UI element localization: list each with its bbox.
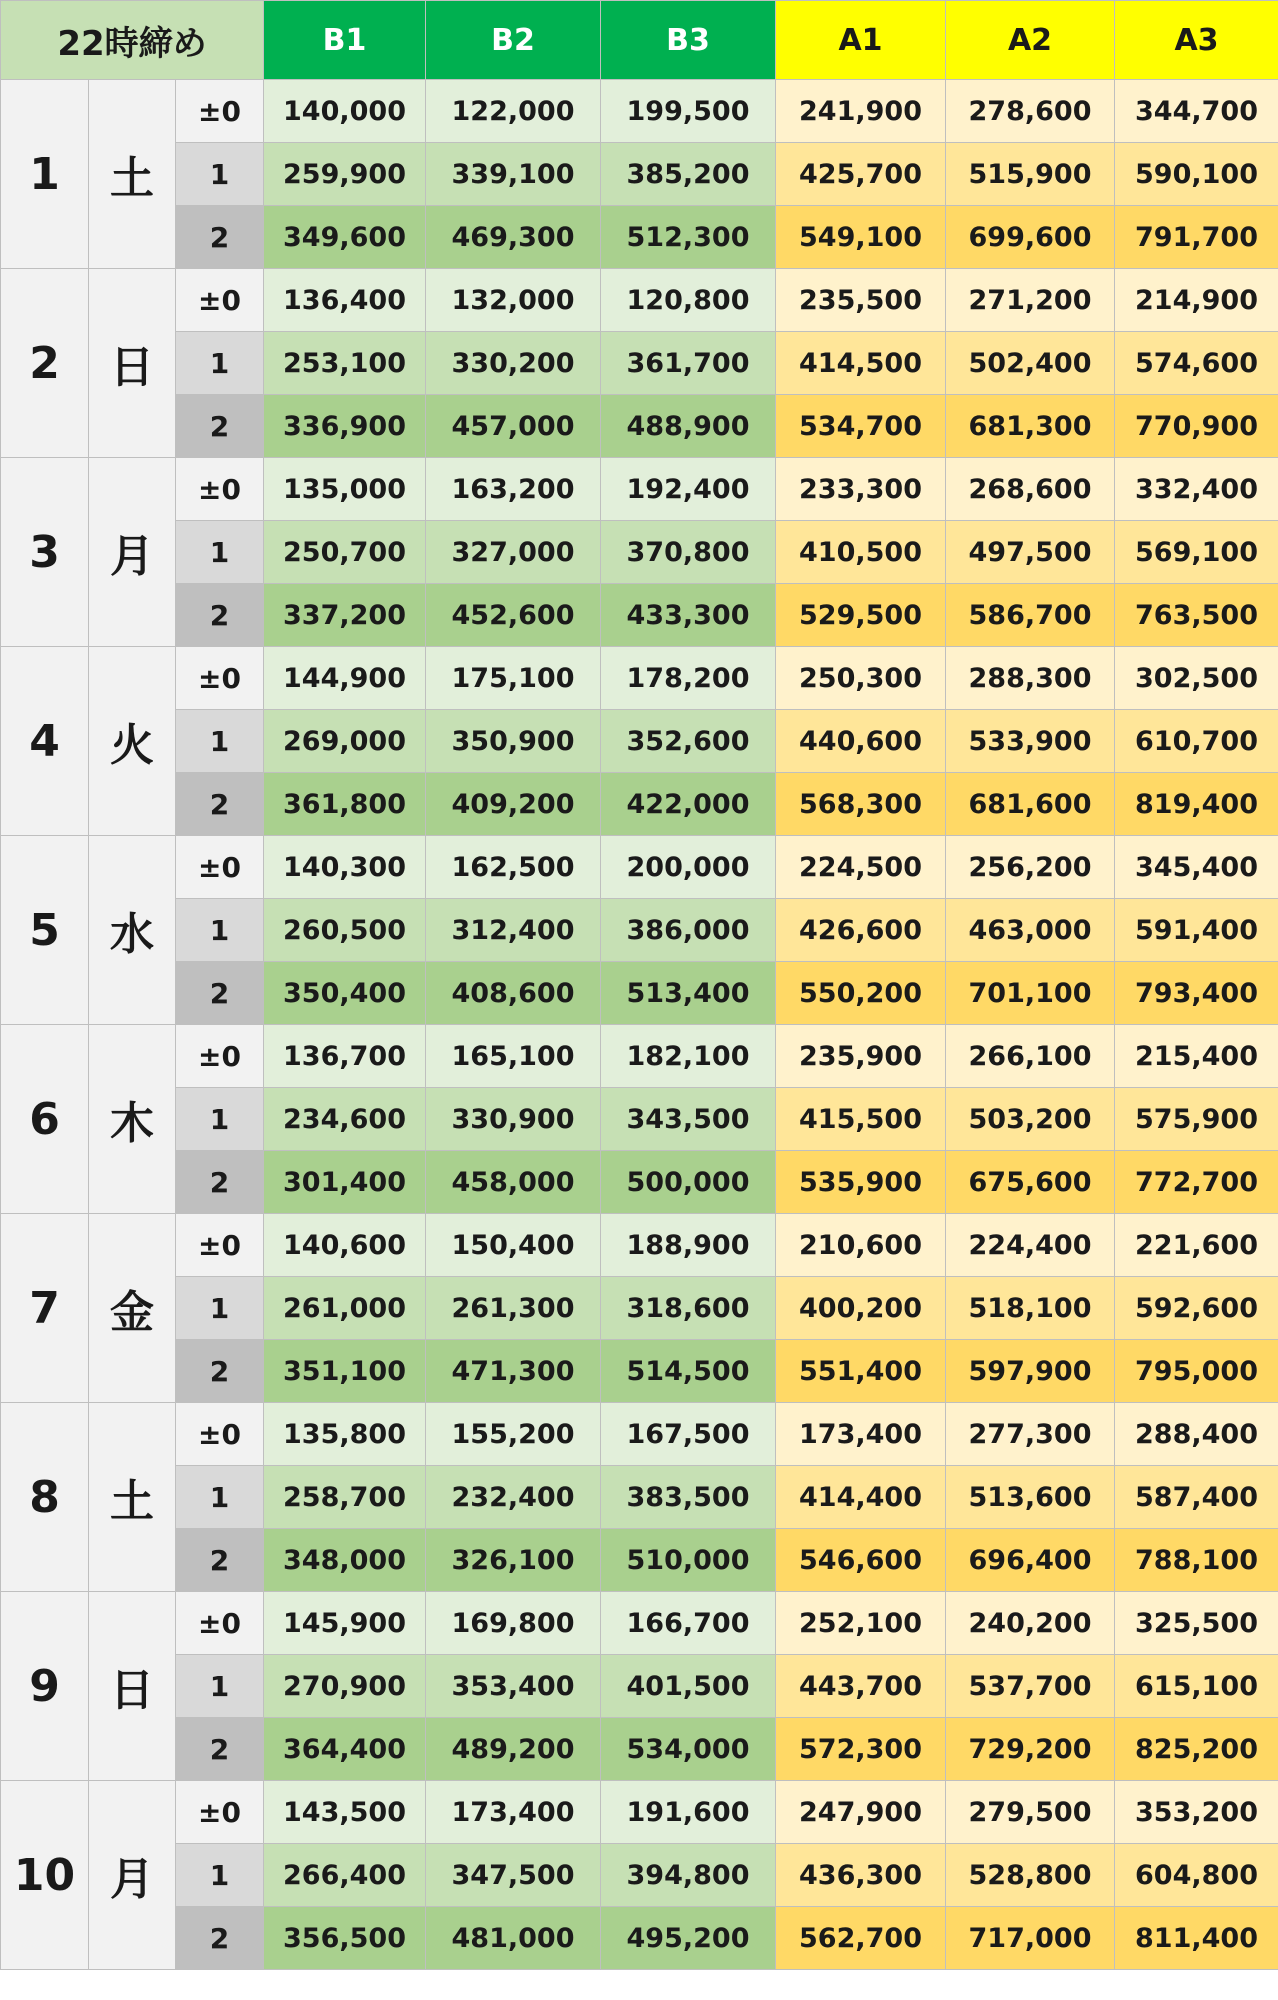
price-cell-a3: 574,600 <box>1115 332 1278 395</box>
table-row <box>1 1403 1278 1466</box>
table-row <box>1 269 1278 332</box>
price-cell-a3: 811,400 <box>1115 1907 1278 1970</box>
weekday: 金 <box>89 1214 176 1403</box>
table-row <box>1 458 1278 521</box>
price-cell-b1: 234,600 <box>264 1088 426 1151</box>
price-cell-b2: 163,200 <box>426 458 601 521</box>
price-cell-a1: 436,300 <box>776 1844 946 1907</box>
price-cell-b3: 513,400 <box>601 962 776 1025</box>
column-header-b3: B3 <box>601 1 776 80</box>
column-header-b2: B2 <box>426 1 601 80</box>
price-cell-b2: 175,100 <box>426 647 601 710</box>
price-cell-a2: 515,900 <box>946 143 1115 206</box>
price-cell-b2: 458,000 <box>426 1151 601 1214</box>
table-row <box>1 1655 1278 1718</box>
price-cell-a3: 332,400 <box>1115 458 1278 521</box>
price-cell-b3: 318,600 <box>601 1277 776 1340</box>
price-cell-b1: 136,700 <box>264 1025 426 1088</box>
price-cell-b3: 500,000 <box>601 1151 776 1214</box>
level-label: 2 <box>176 1529 264 1592</box>
price-cell-b1: 364,400 <box>264 1718 426 1781</box>
price-cell-a3: 788,100 <box>1115 1529 1278 1592</box>
price-cell-b1: 259,900 <box>264 143 426 206</box>
price-cell-a1: 551,400 <box>776 1340 946 1403</box>
price-cell-b1: 140,000 <box>264 80 426 143</box>
price-cell-a3: 575,900 <box>1115 1088 1278 1151</box>
level-label: 2 <box>176 1151 264 1214</box>
table-row <box>1 1088 1278 1151</box>
table-row <box>1 1214 1278 1277</box>
price-cell-b2: 165,100 <box>426 1025 601 1088</box>
level-label: ±0 <box>176 1025 264 1088</box>
level-label: 1 <box>176 1844 264 1907</box>
level-label: 2 <box>176 962 264 1025</box>
price-cell-b2: 122,000 <box>426 80 601 143</box>
table-row <box>1 206 1278 269</box>
table-row <box>1 143 1278 206</box>
price-cell-a3: 592,600 <box>1115 1277 1278 1340</box>
price-cell-a2: 497,500 <box>946 521 1115 584</box>
table-row <box>1 395 1278 458</box>
price-cell-a2: 240,200 <box>946 1592 1115 1655</box>
price-cell-b3: 401,500 <box>601 1655 776 1718</box>
price-cell-a2: 463,000 <box>946 899 1115 962</box>
price-cell-b2: 409,200 <box>426 773 601 836</box>
price-cell-a2: 271,200 <box>946 269 1115 332</box>
price-cell-a2: 701,100 <box>946 962 1115 1025</box>
level-label: 1 <box>176 1466 264 1529</box>
table-row <box>1 647 1278 710</box>
table-row <box>1 80 1278 143</box>
price-cell-a3: 569,100 <box>1115 521 1278 584</box>
price-cell-b1: 356,500 <box>264 1907 426 1970</box>
table-row <box>1 1907 1278 1970</box>
price-cell-b1: 143,500 <box>264 1781 426 1844</box>
price-cell-b1: 140,300 <box>264 836 426 899</box>
price-cell-b1: 301,400 <box>264 1151 426 1214</box>
table-row <box>1 332 1278 395</box>
price-cell-b2: 155,200 <box>426 1403 601 1466</box>
level-label: ±0 <box>176 80 264 143</box>
price-cell-b3: 422,000 <box>601 773 776 836</box>
price-cell-a2: 696,400 <box>946 1529 1115 1592</box>
price-cell-b1: 250,700 <box>264 521 426 584</box>
price-cell-b3: 200,000 <box>601 836 776 899</box>
level-label: 1 <box>176 1088 264 1151</box>
price-cell-a2: 502,400 <box>946 332 1115 395</box>
price-cell-a3: 610,700 <box>1115 710 1278 773</box>
price-cell-b1: 361,800 <box>264 773 426 836</box>
price-cell-b2: 330,200 <box>426 332 601 395</box>
price-cell-a2: 268,600 <box>946 458 1115 521</box>
table-row <box>1 1340 1278 1403</box>
price-cell-a2: 278,600 <box>946 80 1115 143</box>
table-row <box>1 1592 1278 1655</box>
price-cell-b3: 386,000 <box>601 899 776 962</box>
table-row <box>1 1781 1278 1844</box>
price-cell-b2: 350,900 <box>426 710 601 773</box>
level-label: ±0 <box>176 1592 264 1655</box>
day-number: 1 <box>1 80 89 269</box>
level-label: ±0 <box>176 1403 264 1466</box>
price-cell-b1: 348,000 <box>264 1529 426 1592</box>
price-cell-b1: 145,900 <box>264 1592 426 1655</box>
price-cell-b2: 452,600 <box>426 584 601 647</box>
price-cell-b2: 173,400 <box>426 1781 601 1844</box>
price-cell-b3: 178,200 <box>601 647 776 710</box>
level-label: 1 <box>176 1277 264 1340</box>
price-cell-a1: 414,500 <box>776 332 946 395</box>
table-row <box>1 773 1278 836</box>
table-row <box>1 1025 1278 1088</box>
table-row <box>1 584 1278 647</box>
price-cell-b2: 347,500 <box>426 1844 601 1907</box>
price-cell-b2: 330,900 <box>426 1088 601 1151</box>
price-cell-a1: 425,700 <box>776 143 946 206</box>
price-cell-a3: 288,400 <box>1115 1403 1278 1466</box>
price-cell-b2: 150,400 <box>426 1214 601 1277</box>
price-cell-a3: 819,400 <box>1115 773 1278 836</box>
price-cell-b1: 270,900 <box>264 1655 426 1718</box>
price-cell-b3: 191,600 <box>601 1781 776 1844</box>
price-cell-a1: 210,600 <box>776 1214 946 1277</box>
price-cell-b2: 353,400 <box>426 1655 601 1718</box>
price-cell-b2: 162,500 <box>426 836 601 899</box>
price-cell-b2: 457,000 <box>426 395 601 458</box>
level-label: ±0 <box>176 836 264 899</box>
price-cell-a2: 681,300 <box>946 395 1115 458</box>
weekday: 月 <box>89 458 176 647</box>
price-cell-b3: 534,000 <box>601 1718 776 1781</box>
price-cell-b1: 253,100 <box>264 332 426 395</box>
price-cell-b1: 260,500 <box>264 899 426 962</box>
level-label: 1 <box>176 521 264 584</box>
price-cell-a1: 568,300 <box>776 773 946 836</box>
price-cell-a2: 681,600 <box>946 773 1115 836</box>
price-cell-a3: 772,700 <box>1115 1151 1278 1214</box>
price-cell-b3: 166,700 <box>601 1592 776 1655</box>
price-cell-a1: 535,900 <box>776 1151 946 1214</box>
day-number: 7 <box>1 1214 89 1403</box>
price-cell-b3: 433,300 <box>601 584 776 647</box>
price-cell-a1: 550,200 <box>776 962 946 1025</box>
day-number: 3 <box>1 458 89 647</box>
price-cell-b1: 349,600 <box>264 206 426 269</box>
price-cell-a3: 793,400 <box>1115 962 1278 1025</box>
price-cell-b3: 514,500 <box>601 1340 776 1403</box>
price-cell-b1: 351,100 <box>264 1340 426 1403</box>
price-cell-a1: 529,500 <box>776 584 946 647</box>
level-label: 2 <box>176 1718 264 1781</box>
price-cell-b3: 510,000 <box>601 1529 776 1592</box>
price-cell-a1: 235,500 <box>776 269 946 332</box>
weekday: 日 <box>89 269 176 458</box>
price-cell-a1: 546,600 <box>776 1529 946 1592</box>
price-cell-b3: 352,600 <box>601 710 776 773</box>
price-cell-a3: 770,900 <box>1115 395 1278 458</box>
price-cell-b1: 350,400 <box>264 962 426 1025</box>
price-cell-a2: 586,700 <box>946 584 1115 647</box>
price-cell-a2: 224,400 <box>946 1214 1115 1277</box>
price-cell-b2: 261,300 <box>426 1277 601 1340</box>
price-cell-a3: 353,200 <box>1115 1781 1278 1844</box>
table-row <box>1 899 1278 962</box>
price-cell-b1: 261,000 <box>264 1277 426 1340</box>
table-row <box>1 1151 1278 1214</box>
weekday: 日 <box>89 1592 176 1781</box>
weekday: 水 <box>89 836 176 1025</box>
price-cell-a1: 414,400 <box>776 1466 946 1529</box>
price-cell-b1: 269,000 <box>264 710 426 773</box>
price-cell-b3: 370,800 <box>601 521 776 584</box>
price-cell-a3: 214,900 <box>1115 269 1278 332</box>
price-cell-a2: 528,800 <box>946 1844 1115 1907</box>
day-number: 5 <box>1 836 89 1025</box>
price-cell-b3: 488,900 <box>601 395 776 458</box>
price-cell-b3: 512,300 <box>601 206 776 269</box>
price-cell-a3: 615,100 <box>1115 1655 1278 1718</box>
price-cell-b2: 312,400 <box>426 899 601 962</box>
day-number: 10 <box>1 1781 89 1970</box>
table-body <box>1 1 1278 1970</box>
level-label: 2 <box>176 395 264 458</box>
price-cell-b1: 135,800 <box>264 1403 426 1466</box>
price-cell-a2: 277,300 <box>946 1403 1115 1466</box>
price-cell-a1: 562,700 <box>776 1907 946 1970</box>
price-cell-b1: 258,700 <box>264 1466 426 1529</box>
table-row <box>1 1529 1278 1592</box>
price-cell-a1: 224,500 <box>776 836 946 899</box>
price-cell-a1: 250,300 <box>776 647 946 710</box>
price-cell-a2: 729,200 <box>946 1718 1115 1781</box>
price-cell-b3: 167,500 <box>601 1403 776 1466</box>
price-cell-b3: 199,500 <box>601 80 776 143</box>
price-cell-a1: 173,400 <box>776 1403 946 1466</box>
weekday: 土 <box>89 80 176 269</box>
price-cell-b1: 135,000 <box>264 458 426 521</box>
price-cell-b2: 471,300 <box>426 1340 601 1403</box>
level-label: 2 <box>176 1340 264 1403</box>
price-cell-b1: 336,900 <box>264 395 426 458</box>
level-label: 1 <box>176 710 264 773</box>
table-row <box>1 962 1278 1025</box>
price-cell-a3: 221,600 <box>1115 1214 1278 1277</box>
price-cell-b2: 481,000 <box>426 1907 601 1970</box>
level-label: ±0 <box>176 1214 264 1277</box>
corner-label: 22時締め <box>1 1 264 80</box>
price-cell-a1: 426,600 <box>776 899 946 962</box>
level-label: 1 <box>176 1655 264 1718</box>
day-number: 8 <box>1 1403 89 1592</box>
price-cell-a2: 518,100 <box>946 1277 1115 1340</box>
price-cell-a2: 675,600 <box>946 1151 1115 1214</box>
price-cell-a3: 825,200 <box>1115 1718 1278 1781</box>
day-number: 4 <box>1 647 89 836</box>
price-cell-a3: 795,000 <box>1115 1340 1278 1403</box>
column-header-a3: A3 <box>1115 1 1278 80</box>
price-cell-a2: 288,300 <box>946 647 1115 710</box>
price-cell-a1: 247,900 <box>776 1781 946 1844</box>
price-cell-b2: 469,300 <box>426 206 601 269</box>
header-row <box>1 1 1278 80</box>
weekday: 火 <box>89 647 176 836</box>
level-label: ±0 <box>176 1781 264 1844</box>
table-row <box>1 1466 1278 1529</box>
level-label: 2 <box>176 206 264 269</box>
price-cell-b2: 408,600 <box>426 962 601 1025</box>
level-label: ±0 <box>176 269 264 332</box>
table-row <box>1 521 1278 584</box>
price-cell-b3: 383,500 <box>601 1466 776 1529</box>
price-cell-b2: 326,100 <box>426 1529 601 1592</box>
price-cell-a2: 266,100 <box>946 1025 1115 1088</box>
weekday: 土 <box>89 1403 176 1592</box>
price-cell-a3: 590,100 <box>1115 143 1278 206</box>
price-cell-a1: 549,100 <box>776 206 946 269</box>
price-cell-a3: 591,400 <box>1115 899 1278 962</box>
price-cell-a1: 235,900 <box>776 1025 946 1088</box>
price-cell-a2: 256,200 <box>946 836 1115 899</box>
price-cell-b2: 489,200 <box>426 1718 601 1781</box>
table-row <box>1 836 1278 899</box>
day-number: 2 <box>1 269 89 458</box>
price-cell-a1: 233,300 <box>776 458 946 521</box>
level-label: ±0 <box>176 458 264 521</box>
level-label: 1 <box>176 143 264 206</box>
price-cell-b1: 136,400 <box>264 269 426 332</box>
price-cell-a3: 345,400 <box>1115 836 1278 899</box>
price-cell-b3: 495,200 <box>601 1907 776 1970</box>
price-cell-a3: 763,500 <box>1115 584 1278 647</box>
price-cell-a1: 572,300 <box>776 1718 946 1781</box>
price-cell-b3: 343,500 <box>601 1088 776 1151</box>
price-cell-a2: 699,600 <box>946 206 1115 269</box>
price-cell-a3: 325,500 <box>1115 1592 1278 1655</box>
price-cell-a2: 537,700 <box>946 1655 1115 1718</box>
price-cell-b1: 337,200 <box>264 584 426 647</box>
table-row <box>1 710 1278 773</box>
price-cell-a1: 400,200 <box>776 1277 946 1340</box>
column-header-a2: A2 <box>946 1 1115 80</box>
price-cell-b3: 182,100 <box>601 1025 776 1088</box>
price-cell-a1: 440,600 <box>776 710 946 773</box>
price-cell-b3: 385,200 <box>601 143 776 206</box>
table-row <box>1 1718 1278 1781</box>
price-cell-a3: 344,700 <box>1115 80 1278 143</box>
price-cell-b3: 188,900 <box>601 1214 776 1277</box>
price-cell-a1: 241,900 <box>776 80 946 143</box>
price-cell-b1: 144,900 <box>264 647 426 710</box>
price-cell-b2: 327,000 <box>426 521 601 584</box>
price-cell-a1: 252,100 <box>776 1592 946 1655</box>
column-header-a1: A1 <box>776 1 946 80</box>
price-cell-b2: 132,000 <box>426 269 601 332</box>
price-cell-a2: 717,000 <box>946 1907 1115 1970</box>
price-cell-a1: 443,700 <box>776 1655 946 1718</box>
level-label: 2 <box>176 773 264 836</box>
price-cell-b3: 120,800 <box>601 269 776 332</box>
price-cell-a1: 415,500 <box>776 1088 946 1151</box>
price-cell-a1: 534,700 <box>776 395 946 458</box>
price-cell-b2: 339,100 <box>426 143 601 206</box>
price-cell-a2: 513,600 <box>946 1466 1115 1529</box>
column-header-b1: B1 <box>264 1 426 80</box>
level-label: 1 <box>176 332 264 395</box>
table-row <box>1 1277 1278 1340</box>
price-cell-a2: 533,900 <box>946 710 1115 773</box>
price-cell-a2: 503,200 <box>946 1088 1115 1151</box>
price-cell-a3: 302,500 <box>1115 647 1278 710</box>
price-cell-a2: 597,900 <box>946 1340 1115 1403</box>
price-cell-b1: 140,600 <box>264 1214 426 1277</box>
level-label: 2 <box>176 584 264 647</box>
price-cell-a3: 587,400 <box>1115 1466 1278 1529</box>
day-number: 9 <box>1 1592 89 1781</box>
price-cell-b2: 232,400 <box>426 1466 601 1529</box>
price-cell-b3: 394,800 <box>601 1844 776 1907</box>
level-label: ±0 <box>176 647 264 710</box>
level-label: 1 <box>176 899 264 962</box>
price-cell-b3: 192,400 <box>601 458 776 521</box>
day-number: 6 <box>1 1025 89 1214</box>
price-cell-a1: 410,500 <box>776 521 946 584</box>
level-label: 2 <box>176 1907 264 1970</box>
weekday: 月 <box>89 1781 176 1970</box>
price-cell-b1: 266,400 <box>264 1844 426 1907</box>
price-cell-b3: 361,700 <box>601 332 776 395</box>
price-cell-a3: 791,700 <box>1115 206 1278 269</box>
table-row <box>1 1844 1278 1907</box>
weekday: 木 <box>89 1025 176 1214</box>
price-cell-b2: 169,800 <box>426 1592 601 1655</box>
price-cell-a3: 604,800 <box>1115 1844 1278 1907</box>
price-cell-a3: 215,400 <box>1115 1025 1278 1088</box>
price-cell-a2: 279,500 <box>946 1781 1115 1844</box>
